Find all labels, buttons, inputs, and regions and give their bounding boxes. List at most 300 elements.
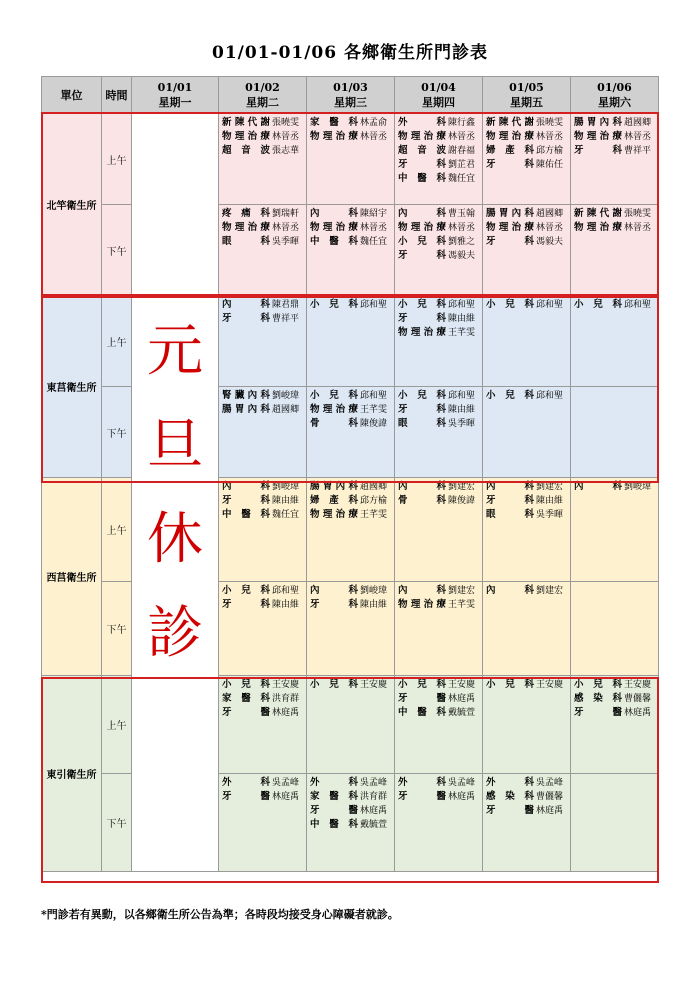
- doctor-name: 吳季暉: [448, 419, 476, 429]
- doctor-name: 林晉丞: [536, 132, 564, 142]
- doctor-name: 陳由維: [448, 314, 476, 324]
- schedule-cell: [395, 582, 483, 676]
- doctor-name: 林庭禹: [272, 792, 300, 802]
- doctor-name: 陳俊諱: [448, 496, 476, 506]
- schedule-row: [42, 114, 659, 205]
- doctor-name: 洪育群: [360, 792, 388, 802]
- holiday-char: 休: [147, 506, 203, 572]
- department-label: 新 陳 代 謝: [486, 117, 534, 128]
- clinic-entry: [483, 298, 570, 312]
- clinic-entry: [395, 207, 482, 221]
- clinic-entry: [307, 508, 394, 522]
- schedule-cell: [307, 387, 395, 478]
- doctor-name: 陳由維: [272, 600, 300, 610]
- department-label: 小 兒 科: [310, 679, 358, 690]
- doctor-name: 林晉丞: [272, 132, 300, 142]
- department-label: 腸 胃 內 科: [574, 117, 622, 128]
- department-label: 內 科: [222, 481, 270, 492]
- doctor-name: 吳季暉: [272, 237, 300, 247]
- doctor-name: 王芊雯: [360, 510, 388, 520]
- department-label: 小 兒 科: [310, 390, 358, 401]
- department-label: 物 理 治 療: [398, 131, 446, 142]
- schedule-cell: [395, 478, 483, 582]
- doctor-name: 王安慶: [272, 680, 300, 690]
- department-label: 物 理 治 療: [310, 222, 358, 233]
- day-header: 01/01 星期一: [132, 77, 219, 114]
- doctor-name: 邱方榆: [360, 496, 388, 506]
- department-label: 牙 科: [398, 313, 446, 324]
- department-label: 新 陳 代 謝: [574, 208, 622, 219]
- clinic-entry: [219, 207, 306, 221]
- clinic-entry: [571, 692, 658, 706]
- clinic-entry: [219, 312, 306, 326]
- doctor-name: 陳由維: [360, 600, 388, 610]
- department-label: 超 音 波: [398, 145, 446, 156]
- department-label: 外 科: [310, 777, 358, 788]
- schedule-cell: [395, 114, 483, 205]
- session-time: 上午: [102, 676, 132, 774]
- doctor-name: 邱和聖: [448, 391, 476, 401]
- schedule-cell: [483, 205, 571, 296]
- doctor-name: 陳由維: [448, 405, 476, 415]
- department-label: 小 兒 科: [486, 390, 534, 401]
- department-label: 物 理 治 療: [486, 222, 534, 233]
- clinic-entry: [571, 298, 658, 312]
- department-label: 中 醫 科: [398, 173, 446, 184]
- clinic-entry: [395, 776, 482, 790]
- clinic-entry: [307, 235, 394, 249]
- department-label: 物 理 治 療: [398, 327, 446, 338]
- schedule-cell: [395, 296, 483, 387]
- clinic-entry: [571, 116, 658, 130]
- department-label: 小 兒 科: [398, 679, 446, 690]
- unit-header: 單位: [42, 77, 102, 114]
- schedule-cell: [571, 774, 659, 872]
- department-label: 內 科: [222, 299, 270, 310]
- doctor-name: 陳由維: [272, 496, 300, 506]
- schedule-cell: [483, 296, 571, 387]
- department-label: 內 科: [574, 481, 622, 492]
- department-label: 物 理 治 療: [222, 222, 270, 233]
- department-label: 物 理 治 療: [486, 131, 534, 142]
- doctor-name: 邱和聖: [360, 391, 388, 401]
- clinic-entry: [219, 221, 306, 235]
- doctor-name: 戴毓萱: [360, 820, 388, 830]
- department-label: 骨 科: [310, 418, 358, 429]
- clinic-entry: [307, 130, 394, 144]
- session-time: 下午: [102, 205, 132, 296]
- department-label: 牙 科: [486, 236, 534, 247]
- clinic-entry: [219, 692, 306, 706]
- schedule-cell: [219, 205, 307, 296]
- clinic-entry: [395, 116, 482, 130]
- doctor-name: 趙國卿: [272, 405, 300, 415]
- clinic-entry: [395, 584, 482, 598]
- unit-name: 北竿衛生所: [42, 114, 102, 296]
- clinic-entry: [483, 584, 570, 598]
- doctor-name: 王安慶: [624, 680, 652, 690]
- clinic-entry: [395, 312, 482, 326]
- doctor-name: 曹儷馨: [624, 694, 652, 704]
- doctor-name: 魏任宜: [272, 510, 300, 520]
- department-label: 內 科: [398, 208, 446, 219]
- department-label: 內 科: [486, 481, 534, 492]
- clinic-entry: [219, 706, 306, 720]
- clinic-entry: [395, 417, 482, 431]
- clinic-entry: [395, 598, 482, 612]
- doctor-name: 王安慶: [448, 680, 476, 690]
- department-label: 牙 科: [486, 495, 534, 506]
- clinic-entry: [395, 403, 482, 417]
- doctor-name: 陳由維: [536, 496, 564, 506]
- department-label: 牙 醫: [398, 693, 446, 704]
- session-time: 上午: [102, 296, 132, 387]
- clinic-entry: [483, 389, 570, 403]
- schedule-cell: [219, 114, 307, 205]
- department-label: 牙 醫: [398, 791, 446, 802]
- doctor-name: 林晉丞: [448, 132, 476, 142]
- department-label: 內 科: [310, 585, 358, 596]
- doctor-name: 林孟俞: [360, 118, 388, 128]
- schedule-cell: [307, 296, 395, 387]
- clinic-entry: [483, 158, 570, 172]
- department-label: 物 理 治 療: [398, 222, 446, 233]
- doctor-name: 趙國卿: [536, 209, 564, 219]
- clinic-entry: [571, 130, 658, 144]
- doctor-name: 劉瑞軒: [272, 209, 300, 219]
- department-label: 骨 科: [398, 495, 446, 506]
- schedule-cell: [571, 478, 659, 582]
- doctor-name: 張志華: [272, 146, 300, 156]
- department-label: 物 理 治 療: [222, 131, 270, 142]
- clinic-entry: [483, 207, 570, 221]
- doctor-name: 劉峻瑋: [272, 391, 300, 401]
- schedule-cell: [395, 387, 483, 478]
- department-label: 牙 科: [222, 495, 270, 506]
- schedule-cell: [483, 114, 571, 205]
- unit-name: 東莒衛生所: [42, 296, 102, 478]
- department-label: 家 醫 科: [310, 117, 358, 128]
- doctor-name: 林庭禹: [536, 806, 564, 816]
- department-label: 牙 醫: [486, 805, 534, 816]
- doctor-name: 劉芷君: [448, 160, 476, 170]
- department-label: 中 醫 科: [222, 509, 270, 520]
- department-label: 牙 科: [574, 145, 622, 156]
- clinic-entry: [307, 584, 394, 598]
- doctor-name: 劉峻瑋: [360, 586, 388, 596]
- clinic-entry: [219, 678, 306, 692]
- doctor-name: 陳紹宇: [360, 209, 388, 219]
- schedule-cell: [571, 387, 659, 478]
- department-label: 眼 科: [398, 418, 446, 429]
- doctor-name: 邱和聖: [624, 300, 652, 310]
- footnote: *門診若有異動，以各鄉衛生所公告為準；各時段均接受身心障礙者就診。: [41, 908, 399, 921]
- doctor-name: 謝春福: [448, 146, 476, 156]
- department-label: 牙 科: [310, 599, 358, 610]
- doctor-name: 王芊雯: [360, 405, 388, 415]
- schedule-cell: [219, 676, 307, 774]
- department-label: 腸 胃 內 科: [486, 208, 534, 219]
- clinic-entry: [307, 298, 394, 312]
- doctor-name: 張曉雯: [272, 118, 300, 128]
- doctor-name: 王安慶: [536, 680, 564, 690]
- clinic-entry: [395, 692, 482, 706]
- clinic-entry: [395, 298, 482, 312]
- department-label: 牙 醫: [574, 707, 622, 718]
- doctor-name: 林晉丞: [624, 132, 652, 142]
- page-title: 01/01-01/06 各鄉衛生所門診表: [211, 43, 489, 63]
- doctor-name: 王安慶: [360, 680, 388, 690]
- schedule-cell: [219, 774, 307, 872]
- doctor-name: 邱和聖: [536, 300, 564, 310]
- clinic-entry: [571, 221, 658, 235]
- doctor-name: 邱和聖: [448, 300, 476, 310]
- doctor-name: 吳孟峰: [536, 778, 564, 788]
- schedule-cell: [571, 296, 659, 387]
- department-label: 牙 科: [398, 159, 446, 170]
- schedule-cell: [307, 774, 395, 872]
- schedule-cell: [307, 582, 395, 676]
- schedule-cell: [395, 774, 483, 872]
- clinic-schedule-table: [41, 76, 659, 872]
- department-label: 內 科: [486, 585, 534, 596]
- clinic-entry: [395, 790, 482, 804]
- schedule-cell: [571, 676, 659, 774]
- day-header: 01/03 星期三: [307, 77, 395, 114]
- doctor-name: 林庭禹: [360, 806, 388, 816]
- clinic-entry: [219, 116, 306, 130]
- clinic-entry: [571, 207, 658, 221]
- session-time: 上午: [102, 478, 132, 582]
- department-label: 牙 醫: [310, 805, 358, 816]
- doctor-name: 林晉丞: [360, 223, 388, 233]
- clinic-entry: [307, 389, 394, 403]
- department-label: 牙 科: [222, 313, 270, 324]
- clinic-entry: [571, 480, 658, 494]
- clinic-entry: [219, 144, 306, 158]
- department-label: 物 理 治 療: [310, 404, 358, 415]
- doctor-name: 林庭禹: [448, 792, 476, 802]
- header-row: [42, 77, 659, 114]
- clinic-entry: [483, 130, 570, 144]
- session-time: 上午: [102, 114, 132, 205]
- doctor-name: 劉峻瑋: [272, 482, 300, 492]
- clinic-entry: [395, 144, 482, 158]
- clinic-entry: [307, 221, 394, 235]
- doctor-name: 林晉丞: [624, 223, 652, 233]
- holiday-char: 診: [147, 600, 203, 666]
- session-time: 下午: [102, 387, 132, 478]
- doctor-name: 曹玉翰: [448, 209, 476, 219]
- doctor-name: 吳季暉: [536, 510, 564, 520]
- department-label: 外 科: [398, 777, 446, 788]
- schedule-cell: [395, 205, 483, 296]
- doctor-name: 陳君鼎: [272, 300, 300, 310]
- department-label: 小 兒 科: [398, 236, 446, 247]
- clinic-entry: [483, 144, 570, 158]
- doctor-name: 林晉丞: [272, 223, 300, 233]
- clinic-entry: [483, 221, 570, 235]
- doctor-name: 邱方榆: [536, 146, 564, 156]
- clinic-entry: [395, 326, 482, 340]
- doctor-name: 林晉丞: [360, 132, 388, 142]
- clinic-entry: [307, 678, 394, 692]
- department-label: 牙 科: [222, 599, 270, 610]
- department-label: 牙 科: [398, 250, 446, 261]
- clinic-entry: [307, 804, 394, 818]
- department-label: 家 醫 科: [222, 693, 270, 704]
- clinic-entry: [395, 706, 482, 720]
- doctor-name: 林庭禹: [624, 708, 652, 718]
- schedule-cell: [571, 114, 659, 205]
- clinic-entry: [219, 508, 306, 522]
- doctor-name: 洪育群: [272, 694, 300, 704]
- department-label: 物 理 治 療: [310, 509, 358, 520]
- doctor-name: 劉雅之: [448, 237, 476, 247]
- clinic-entry: [307, 417, 394, 431]
- schedule-cell: [219, 582, 307, 676]
- department-label: 小 兒 科: [398, 299, 446, 310]
- department-label: 牙 科: [486, 159, 534, 170]
- doctor-name: 劉建宏: [448, 586, 476, 596]
- day-header: 01/06 星期六: [571, 77, 659, 114]
- clinic-entry: [483, 116, 570, 130]
- schedule-cell: [483, 676, 571, 774]
- department-label: 感 染 科: [486, 791, 534, 802]
- clinic-entry: [571, 144, 658, 158]
- department-label: 小 兒 科: [398, 390, 446, 401]
- clinic-entry: [483, 508, 570, 522]
- schedule-cell: [571, 582, 659, 676]
- clinic-entry: [307, 480, 394, 494]
- doctor-name: 曹儷馨: [536, 792, 564, 802]
- schedule-cell: [219, 478, 307, 582]
- schedule-cell: [307, 676, 395, 774]
- schedule-cell: [219, 296, 307, 387]
- clinic-entry: [307, 818, 394, 832]
- department-label: 眼 科: [486, 509, 534, 520]
- session-time: 下午: [102, 774, 132, 872]
- department-label: 腸 胃 內 科: [310, 481, 358, 492]
- clinic-entry: [307, 598, 394, 612]
- department-label: 新 陳 代 謝: [222, 117, 270, 128]
- doctor-name: 劉建宏: [448, 482, 476, 492]
- doctor-name: 陳佑任: [536, 160, 564, 170]
- department-label: 物 理 治 療: [310, 131, 358, 142]
- schedule-cell: [483, 387, 571, 478]
- holiday-char: 元: [147, 318, 203, 384]
- clinic-entry: [395, 172, 482, 186]
- clinic-entry: [395, 130, 482, 144]
- day-header: 01/05 星期五: [483, 77, 571, 114]
- doctor-name: 林晉丞: [536, 223, 564, 233]
- doctor-name: 趙國卿: [624, 118, 652, 128]
- doctor-name: 戴毓萱: [448, 708, 476, 718]
- doctor-name: 邱和聖: [360, 300, 388, 310]
- department-label: 內 科: [398, 585, 446, 596]
- schedule-cell: [483, 774, 571, 872]
- clinic-entry: [483, 480, 570, 494]
- doctor-name: 吳孟峰: [360, 778, 388, 788]
- department-label: 小 兒 科: [486, 679, 534, 690]
- doctor-name: 吳孟峰: [448, 778, 476, 788]
- day-header: 01/04 星期四: [395, 77, 483, 114]
- department-label: 牙 醫: [222, 707, 270, 718]
- clinic-entry: [307, 207, 394, 221]
- department-label: 小 兒 科: [222, 679, 270, 690]
- schedule-cell: [307, 114, 395, 205]
- department-label: 家 醫 科: [310, 791, 358, 802]
- clinic-entry: [219, 584, 306, 598]
- clinic-entry: [307, 494, 394, 508]
- clinic-entry: [571, 706, 658, 720]
- clinic-entry: [219, 403, 306, 417]
- doctor-name: 張曉雯: [536, 118, 564, 128]
- clinic-entry: [307, 776, 394, 790]
- doctor-name: 陳行鑫: [448, 118, 476, 128]
- unit-name: 西莒衛生所: [42, 478, 102, 676]
- doctor-name: 吳孟峰: [272, 778, 300, 788]
- clinic-entry: [395, 221, 482, 235]
- clinic-entry: [219, 389, 306, 403]
- department-label: 婦 產 科: [486, 145, 534, 156]
- department-label: 中 醫 科: [398, 707, 446, 718]
- clinic-entry: [483, 678, 570, 692]
- department-label: 牙 醫: [222, 791, 270, 802]
- doctor-name: 曹祥平: [624, 146, 652, 156]
- clinic-entry: [483, 790, 570, 804]
- department-label: 物 理 治 療: [574, 222, 622, 233]
- doctor-name: 馮毅夫: [536, 237, 564, 247]
- schedule-cell: [483, 582, 571, 676]
- clinic-entry: [307, 116, 394, 130]
- department-label: 中 醫 科: [310, 236, 358, 247]
- department-label: 中 醫 科: [310, 819, 358, 830]
- department-label: 外 科: [486, 777, 534, 788]
- doctor-name: 王芊雯: [448, 328, 476, 338]
- department-label: 小 兒 科: [574, 679, 622, 690]
- clinic-entry: [219, 790, 306, 804]
- department-label: 腸 胃 內 科: [222, 404, 270, 415]
- clinic-entry: [483, 494, 570, 508]
- clinic-entry: [395, 494, 482, 508]
- doctor-name: 張曉雯: [624, 209, 652, 219]
- clinic-entry: [219, 235, 306, 249]
- clinic-entry: [395, 480, 482, 494]
- time-header: 時間: [102, 77, 132, 114]
- session-time: 下午: [102, 582, 132, 676]
- doctor-name: 曹祥平: [272, 314, 300, 324]
- department-label: 小 兒 科: [222, 585, 270, 596]
- department-label: 腎 臟 內 科: [222, 390, 270, 401]
- department-label: 物 理 治 療: [574, 131, 622, 142]
- clinic-entry: [395, 678, 482, 692]
- clinic-entry: [395, 249, 482, 263]
- doctor-name: 王芊雯: [448, 600, 476, 610]
- department-label: 小 兒 科: [310, 299, 358, 310]
- doctor-name: 林庭禹: [448, 694, 476, 704]
- schedule-cell: [395, 676, 483, 774]
- department-label: 牙 科: [398, 404, 446, 415]
- department-label: 外 科: [398, 117, 446, 128]
- clinic-entry: [219, 298, 306, 312]
- doctor-name: 馮毅夫: [448, 251, 476, 261]
- doctor-name: 林晉丞: [448, 223, 476, 233]
- schedule-cell: [483, 478, 571, 582]
- doctor-name: 陳俊諱: [360, 419, 388, 429]
- clinic-entry: [219, 598, 306, 612]
- schedule-cell: [571, 205, 659, 296]
